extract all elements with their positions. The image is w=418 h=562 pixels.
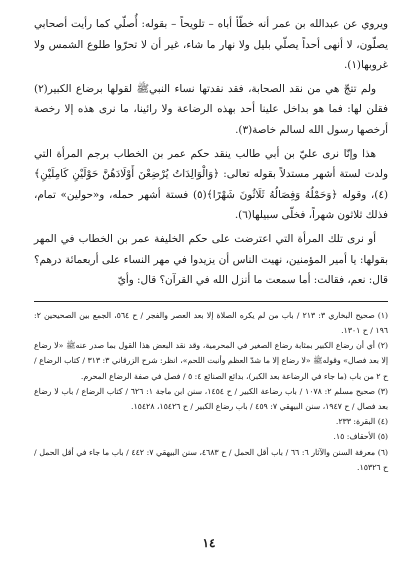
footnote-2: (٢) أي أن رضاع الكبير بمثابة رضاع الصغير في المحرمية، وقد نقد البعض هذا القول بما صدر عنهﷺ «لا رضاع إلا بعد فصال» وقولهﷺ «لا رضاع إلا ما شدّ العظم وأنبت اللحم»، انظر: شرح الزرقاني ٣: ٣١٣ / كتاب الرضاع / ح ٢ من باب (ما جاء في الرضاعة بعد الكبر)، بدائع الصنائع ٤: ٥ / فصل في صفة الرضاع المحرم. <box>34 341 388 381</box>
body-paragraph-3: هذا وإنّا نرى عليّ بن أبي طالب ينقد حكم عمر بن الخطاب برجم المرأة التي ولدت لستة أشهر مستدلاً بقوله تعالى: ﴿وَالْوَالِدَاتُ يُرْضِعْنَ أَوْلَادَهُنَّ حَوْلَيْنِ كَامِلَيْنِ﴾(٤)، وقوله ﴿وَحَمْلُهُ وَفِصَالُهُ ثَلَاثُونَ شَهْرًا﴾(٥) فستة أشهر حمله، و«حولين» تمام، فذلك ثلاثون شهراً، فخلّى سبيلها(٦). <box>34 147 388 222</box>
footnote-divider <box>34 301 388 302</box>
footnote-3: (٣) صحيح مسلم ٢: ١٠٧٨ / باب رضاعة الكبير / ح ١٤٥٤، سنن ابن ماجة ١: ٦٢٦ / كتاب الرضاع / باب لا رضاع بعد فصال / ح ١٩٤٧، سنن البيهقي ٧: ٤٥٩ / باب رضاع الكبير / ح ١٥٤٢٦، ١٥٤٢٨. <box>34 386 388 411</box>
page-number: ١٤ <box>202 536 216 550</box>
body-paragraph-4: أو نرى تلك المرأة التي اعترضت على حكم الخليفة عمر بن الخطاب في المهر بقولها: يا أمير المؤمنين، نهيت الناس أن يزيدوا في مهر النساء على أربعمائة درهم؟ قال: نعم، فقالت: أما سمعت ما أنزل الله في القرآن؟ قال: وأيّ <box>34 232 388 287</box>
footnotes-list <box>34 308 388 475</box>
footnote-5: (٥) الأحقاف: ١٥. <box>333 432 388 442</box>
footnote-6: (٦) معرفة السنن والآثار ٦: ٦٦ / باب أقل الحمل / ح ٤٦٨٣، سنن البيهقي ٧: ٤٤٢ / باب ما جاء في أقل الحمل / ح ١٥٣٢٦. <box>34 447 388 472</box>
body-text <box>34 14 388 291</box>
body-paragraph-1: ويروي عن عبدالله بن عمر أنه خطّأ أباه – تلويحاً – بقوله: أُصلّي كما رأيت أصحابي يصلّون، لا أنهى أحداً يصلّي بليل ولا نهار ما شاء، غير أن لا تحرّوا طلوع الشمس ولا غروبها(١). <box>34 18 388 72</box>
footnote-1: (١) صحيح البخاري ٣: ٢١٣ / باب من لم يكره الصلاة إلا بعد العصر والفجر / ح ٥٦٤، الجمع بين الصحيحين ٢: ١٩٦ / ح ١٣٠١. <box>34 310 389 335</box>
body-paragraph-2: ولم تتجّ هي من نقد الصحابة، فقد نقدتها نساء النبيﷺ لقولها برضاع الكبير(٢) فقلن لها: فما هو بداخل علينا أحد بهذه الرضاعة ولا رائينا، ما نرى هذه إلا رخصة أرخصها رسول الله لسالم خاصة(٣). <box>34 82 388 136</box>
footnote-4: (٤) البقرة: ٢٣٣. <box>335 417 388 427</box>
